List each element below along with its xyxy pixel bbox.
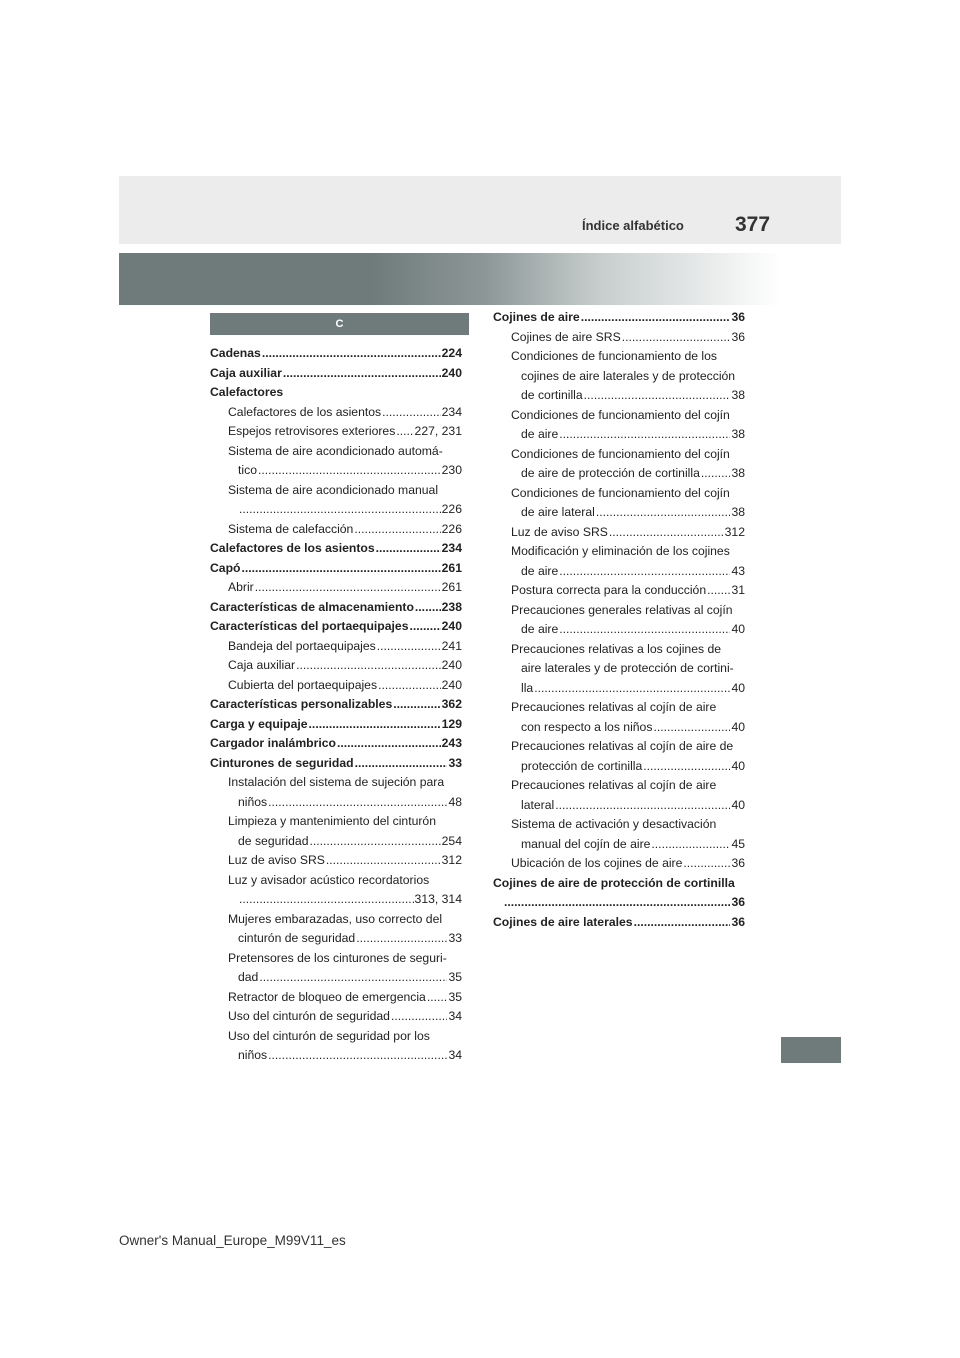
entry-term: Cinturones de seguridad — [210, 755, 354, 770]
index-entry-multiline — [493, 445, 745, 484]
leader-dots — [354, 520, 440, 540]
index-entry — [210, 754, 462, 774]
leader-dots — [355, 754, 448, 774]
entry-term-line: Sistema de aire acondicionado automá- — [228, 443, 443, 458]
entry-page: 362 — [441, 697, 462, 711]
entry-page: 38 — [731, 388, 745, 402]
entry-term-line: Sistema de aire acondicionado manual — [228, 482, 439, 497]
entry-term-line: Condiciones de funcionamiento del cojín — [511, 446, 730, 461]
entry-term: Ubicación de los cojines de aire — [511, 856, 683, 870]
entry-page: 40 — [731, 758, 745, 773]
entry-page: 224 — [441, 346, 462, 360]
section-title: Índice alfabético — [582, 218, 684, 233]
entry-page: 261 — [441, 580, 462, 594]
entry-page: 35 — [448, 970, 462, 984]
entry-term: protección de cortinilla — [521, 758, 643, 773]
index-entry-multiline — [493, 484, 745, 523]
index-entry — [210, 715, 462, 735]
entry-term: Sistema de calefacción — [228, 521, 354, 536]
entry-term: dad — [238, 970, 259, 984]
leader-dots — [653, 718, 730, 738]
leader-dots — [268, 1046, 447, 1066]
entry-term: Abrir — [228, 580, 254, 594]
leader-dots — [559, 425, 730, 445]
leader-dots — [559, 620, 730, 640]
entry-term-line: Precauciones generales relativas al cojín — [511, 602, 733, 617]
index-entry — [493, 796, 745, 816]
entry-term: Postura correcta para la conducción — [511, 583, 707, 597]
entry-page: 31 — [731, 583, 745, 597]
entry-page: 34 — [448, 1009, 462, 1023]
index-entry — [210, 617, 462, 637]
index-entry-multiline — [493, 640, 745, 699]
index-entry — [210, 403, 462, 423]
entry-term-line: Condiciones de funcionamiento del cojín — [511, 407, 730, 422]
entry-term: de aire — [521, 427, 559, 441]
index-entry — [210, 695, 462, 715]
index-entry — [210, 968, 462, 988]
index-column-right — [493, 308, 745, 932]
leader-dots — [259, 968, 447, 988]
leader-dots — [504, 893, 730, 913]
index-entry — [210, 734, 462, 754]
leader-dots — [707, 581, 730, 601]
entry-page: 313, 314 — [414, 892, 462, 906]
entry-term: cinturón de seguridad — [238, 931, 356, 945]
entry-page: 38 — [731, 427, 745, 441]
entry-page: 261 — [441, 560, 462, 575]
entry-page: 40 — [731, 797, 745, 812]
leader-dots — [326, 851, 441, 871]
entry-page: 45 — [731, 836, 745, 851]
entry-term: de aire — [521, 563, 559, 578]
leader-dots — [622, 328, 731, 348]
index-entry — [493, 835, 745, 855]
entry-term: con respecto a los niños — [521, 719, 653, 734]
entry-page: 40 — [731, 719, 745, 734]
leader-dots — [337, 734, 441, 754]
entry-term: tico — [238, 463, 257, 477]
entry-term-line: Precauciones relativas a los cojines de — [511, 641, 722, 656]
entry-page: 40 — [731, 622, 745, 636]
leader-dots — [683, 854, 730, 874]
entry-page: 226 — [441, 521, 462, 536]
entry-term-line: Precauciones relativas al cojín de aire — [511, 700, 717, 714]
entry-page: 312 — [441, 853, 462, 867]
index-entry — [210, 461, 462, 481]
entry-term: Capó — [210, 560, 241, 575]
entry-term: de aire lateral — [521, 505, 595, 519]
entry-term: manual del cojín de aire — [521, 836, 651, 851]
entry-page: 34 — [448, 1048, 462, 1062]
index-entry — [210, 1007, 462, 1027]
index-entry — [493, 893, 745, 913]
leader-dots — [634, 913, 731, 933]
index-entry-multiline — [210, 773, 462, 812]
entry-page: 254 — [441, 833, 462, 848]
leader-dots — [262, 344, 441, 364]
index-entry — [210, 422, 462, 442]
index-entry-multiline — [493, 815, 745, 854]
index-entry — [210, 676, 462, 696]
index-entry — [210, 364, 462, 384]
entry-page: 35 — [448, 989, 462, 1004]
index-entry — [493, 308, 745, 328]
entry-term: Caja auxiliar — [228, 658, 296, 672]
leader-dots — [415, 598, 441, 618]
index-entry — [493, 718, 745, 738]
index-entry — [210, 890, 462, 910]
entry-term: Bandeja del portaequipajes — [228, 638, 376, 653]
entry-page: 36 — [731, 310, 745, 324]
entry-page: 40 — [731, 680, 745, 695]
entry-page: 241 — [441, 638, 462, 653]
leader-dots — [377, 637, 441, 657]
entry-term-line: Modificación y eliminación de los cojines — [511, 544, 730, 558]
entry-term-line: Precauciones relativas al cojín de aire — [511, 778, 717, 792]
leader-dots — [559, 562, 730, 582]
index-entry — [493, 854, 745, 874]
entry-page: 43 — [731, 563, 745, 578]
index-entry-multiline — [493, 406, 745, 445]
entry-term: Cubierta del portaequipajes — [228, 677, 378, 692]
leader-dots — [555, 796, 730, 816]
leader-dots — [651, 835, 730, 855]
entry-page: 36 — [731, 914, 745, 929]
entry-page: 36 — [731, 329, 745, 344]
index-entry — [210, 539, 462, 559]
leader-dots — [309, 715, 441, 735]
index-entry — [210, 793, 462, 813]
entry-term-line: Mujeres embarazadas, uso correcto del — [228, 911, 443, 926]
entry-term-line: Uso del cinturón de seguridad por los — [228, 1028, 430, 1043]
entry-term: Retractor de bloqueo de emergencia — [228, 989, 426, 1004]
index-entry — [210, 851, 462, 871]
index-column-left — [210, 344, 462, 1066]
entry-term: Cojines de aire — [493, 310, 580, 324]
index-entry — [493, 464, 745, 484]
entry-page: 240 — [441, 365, 462, 380]
leader-dots — [534, 679, 730, 699]
index-entry — [493, 425, 745, 445]
entry-term: Caja auxiliar — [210, 365, 282, 380]
entry-page: 227, 231 — [414, 424, 462, 438]
header-band — [119, 176, 841, 244]
index-entry — [210, 1046, 462, 1066]
chapter-thumb-tab — [781, 1037, 841, 1063]
letter-header: C — [210, 313, 469, 335]
entry-term: Luz de aviso SRS — [228, 853, 325, 867]
decorative-gradient-band — [119, 253, 781, 305]
index-entry-multiline — [493, 874, 745, 913]
entry-term: Luz de aviso SRS — [511, 524, 608, 539]
entry-term: Calefactores de los asientos — [228, 404, 382, 419]
entry-page: 240 — [441, 658, 462, 672]
leader-dots — [409, 617, 440, 637]
index-entry — [493, 328, 745, 348]
leader-dots — [258, 461, 441, 481]
leader-dots — [391, 1007, 448, 1027]
index-entry — [210, 559, 462, 579]
page-number: 377 — [735, 213, 771, 236]
leader-dots — [376, 539, 441, 559]
entry-page: 243 — [441, 736, 462, 750]
entry-page: 240 — [441, 677, 462, 692]
index-entry-multiline — [493, 601, 745, 640]
entry-page: 33 — [448, 755, 462, 770]
index-entry-multiline — [210, 871, 462, 910]
entry-page: 38 — [731, 505, 745, 519]
leader-dots — [356, 929, 447, 949]
index-entry — [493, 562, 745, 582]
index-entry-multiline — [210, 910, 462, 949]
leader-dots — [581, 308, 731, 328]
index-entry-multiline — [210, 481, 462, 520]
entry-term: Espejos retrovisores exteriores — [228, 424, 396, 438]
leader-dots — [596, 503, 731, 523]
entry-term-line: Pretensores de los cinturones de seguri- — [228, 950, 447, 965]
leader-dots — [255, 578, 441, 598]
index-entry-multiline — [493, 698, 745, 737]
entry-term-line: Condiciones de funcionamiento del cojín — [511, 485, 730, 500]
index-entry — [493, 913, 745, 933]
entry-term: Características personalizables — [210, 697, 393, 711]
entry-term: de cortinilla — [521, 388, 583, 402]
index-entry — [210, 598, 462, 618]
entry-term-line: Luz y avisador acústico recordatorios — [228, 872, 430, 887]
entry-page: 240 — [441, 619, 462, 633]
entry-term: Características de almacenamiento — [210, 599, 414, 614]
entry-term: Cadenas — [210, 346, 261, 360]
index-entry — [210, 500, 462, 520]
index-entry-multiline — [210, 442, 462, 481]
entry-term: Cojines de aire SRS — [511, 329, 621, 344]
entry-term: de aire de protección de cortinilla — [521, 466, 700, 480]
leader-dots — [283, 364, 441, 384]
index-entry — [210, 637, 462, 657]
entry-term: Calefactores de los asientos — [210, 541, 375, 555]
leader-dots — [239, 500, 441, 520]
leader-dots — [296, 656, 441, 676]
index-entry — [493, 503, 745, 523]
entry-term: Cargador inalámbrico — [210, 736, 336, 750]
index-entry — [493, 581, 745, 601]
index-entry — [210, 578, 462, 598]
entry-term-line: Sistema de activación y desactivación — [511, 817, 717, 831]
index-entry-multiline — [493, 776, 745, 815]
leader-dots — [239, 890, 414, 910]
entry-term-line: Instalación del sistema de sujeción para — [228, 775, 445, 789]
entry-term-line: cojines de aire laterales y de protección — [521, 368, 736, 383]
entry-term: niños — [238, 1048, 268, 1062]
leader-dots — [382, 403, 441, 423]
footer-text: Owner's Manual_Europe_M99V11_es — [119, 1233, 346, 1248]
leader-dots — [393, 695, 440, 715]
leader-dots — [643, 757, 730, 777]
index-entry — [210, 988, 462, 1008]
index-entry — [210, 832, 462, 852]
index-entry — [493, 679, 745, 699]
entry-term: Características del portaequipajes — [210, 619, 409, 633]
entry-page: 36 — [731, 856, 745, 870]
index-entry-multiline — [210, 1027, 462, 1066]
index-entry — [493, 523, 745, 543]
leader-dots — [427, 988, 448, 1008]
leader-dots — [396, 422, 413, 442]
entry-term-line: Cojines de aire de protección de cortinilla — [493, 875, 735, 890]
index-entry — [210, 520, 462, 540]
entry-term: de aire — [521, 622, 559, 636]
leader-dots — [584, 386, 731, 406]
index-heading: Calefactores — [210, 385, 284, 399]
leader-dots — [378, 676, 441, 696]
entry-page: 312 — [724, 524, 745, 539]
entry-page: 234 — [441, 541, 462, 555]
index-entry — [210, 344, 462, 364]
index-entry-multiline — [493, 737, 745, 776]
entry-page: 234 — [441, 404, 462, 419]
entry-page: 226 — [441, 502, 462, 516]
entry-term: niños — [238, 794, 268, 809]
entry-term: de seguridad — [238, 833, 309, 848]
entry-term: lla — [521, 680, 534, 695]
entry-page: 230 — [441, 463, 462, 477]
entry-page: 33 — [448, 931, 462, 945]
leader-dots — [609, 523, 724, 543]
index-entry-multiline — [493, 542, 745, 581]
index-entry-multiline — [493, 347, 745, 406]
index-entry — [493, 757, 745, 777]
entry-page: 38 — [731, 466, 745, 480]
entry-term: Cojines de aire laterales — [493, 914, 633, 929]
index-entry-multiline — [210, 949, 462, 988]
index-entry — [210, 656, 462, 676]
entry-page: 48 — [448, 794, 462, 809]
entry-term-line: Condiciones de funcionamiento de los — [511, 349, 717, 363]
entry-term: Uso del cinturón de seguridad — [228, 1009, 390, 1023]
entry-page: 129 — [441, 716, 462, 731]
entry-term-line: Precauciones relativas al cojín de aire de — [511, 739, 734, 753]
index-entry-multiline — [210, 812, 462, 851]
entry-term-line: aire laterales y de protección de cortini- — [521, 661, 734, 675]
entry-term: lateral — [521, 797, 555, 812]
index-entry — [493, 386, 745, 406]
entry-page: 36 — [731, 895, 745, 909]
leader-dots — [701, 464, 731, 484]
index-entry — [210, 929, 462, 949]
leader-dots — [241, 559, 440, 579]
index-entry — [493, 620, 745, 640]
leader-dots — [268, 793, 447, 813]
entry-term-line: Limpieza y mantenimiento del cinturón — [228, 814, 436, 828]
leader-dots — [309, 832, 440, 852]
entry-term: Carga y equipaje — [210, 716, 308, 731]
entry-page: 238 — [441, 599, 462, 614]
